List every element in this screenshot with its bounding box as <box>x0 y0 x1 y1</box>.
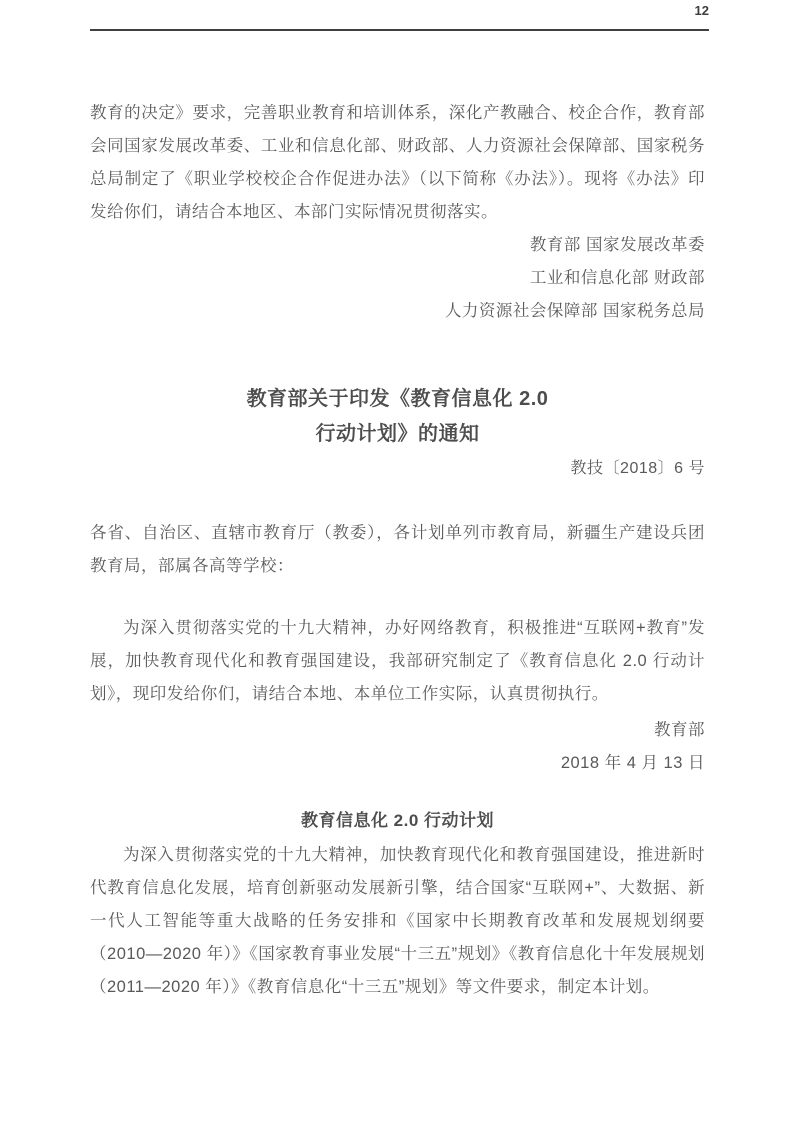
notice-title-line-2: 行动计划》的通知 <box>315 423 480 445</box>
page-number: 12 <box>694 3 709 18</box>
joint-signature-block <box>90 229 705 328</box>
signature-line-2: 工业和信息化部 财政部 <box>529 269 705 287</box>
signer-block <box>90 714 705 780</box>
notice-title-line-1: 教育部关于印发《教育信息化 2.0 <box>246 388 549 410</box>
paragraph-plan-intro: 为深入贯彻落实党的十九大精神，加快教育现代化和教育强国建设，推进新时代教育信息化发展，培育创新驱动发展新引擎，结合国家“互联网+”、大数据、新一代人工智能等重大战略的任务安排和《国家中长期教育改革和发展规划纲要（2010—2020 年）》《国家教育事业发展“十三五”规划》《教育信息化十年发展规划（2011—2020 年）》《教育信息化“十三五”规划》等文件要求，制定本计划。 <box>90 846 705 996</box>
signature-line-3: 人力资源社会保障部 国家税务总局 <box>444 302 705 320</box>
header-rule <box>90 29 709 31</box>
document-content <box>0 97 793 1004</box>
paragraph-previous-notice-body: 教育的决定》要求，完善职业教育和培训体系，深化产教融合、校企合作，教育部会同国家发展改革委、工业和信息化部、财政部、人力资源社会保障部、国家税务总局制定了《职业学校校企合作促进办法》（以下简称《办法》）。现将《办法》印发给你们，请结合本地区、本部门实际情况贯彻落实。 <box>90 104 705 221</box>
plan-heading: 教育信息化 2.0 行动计划 <box>300 811 495 830</box>
notice-title <box>90 382 705 452</box>
signature-date: 2018 年 4 月 13 日 <box>560 754 705 772</box>
paragraph-addressees: 各省、自治区、直辖市教育厅（教委），各计划单列市教育局，新疆生产建设兵团教育局，部属各高等学校： <box>90 524 705 575</box>
signer-name: 教育部 <box>654 721 705 739</box>
document-number: 教技〔2018〕6 号 <box>570 460 705 477</box>
paragraph-notice-body: 为深入贯彻落实党的十九大精神，办好网络教育，积极推进“互联网+教育”发展，加快教育现代化和教育强国建设，我部研究制定了《教育信息化 2.0 行动计划》，现印发给你们，请结合本地、本单位工作实际，认真贯彻执行。 <box>90 619 705 703</box>
signature-line-1: 教育部 国家发展改革委 <box>529 236 705 254</box>
page-header <box>0 0 793 31</box>
